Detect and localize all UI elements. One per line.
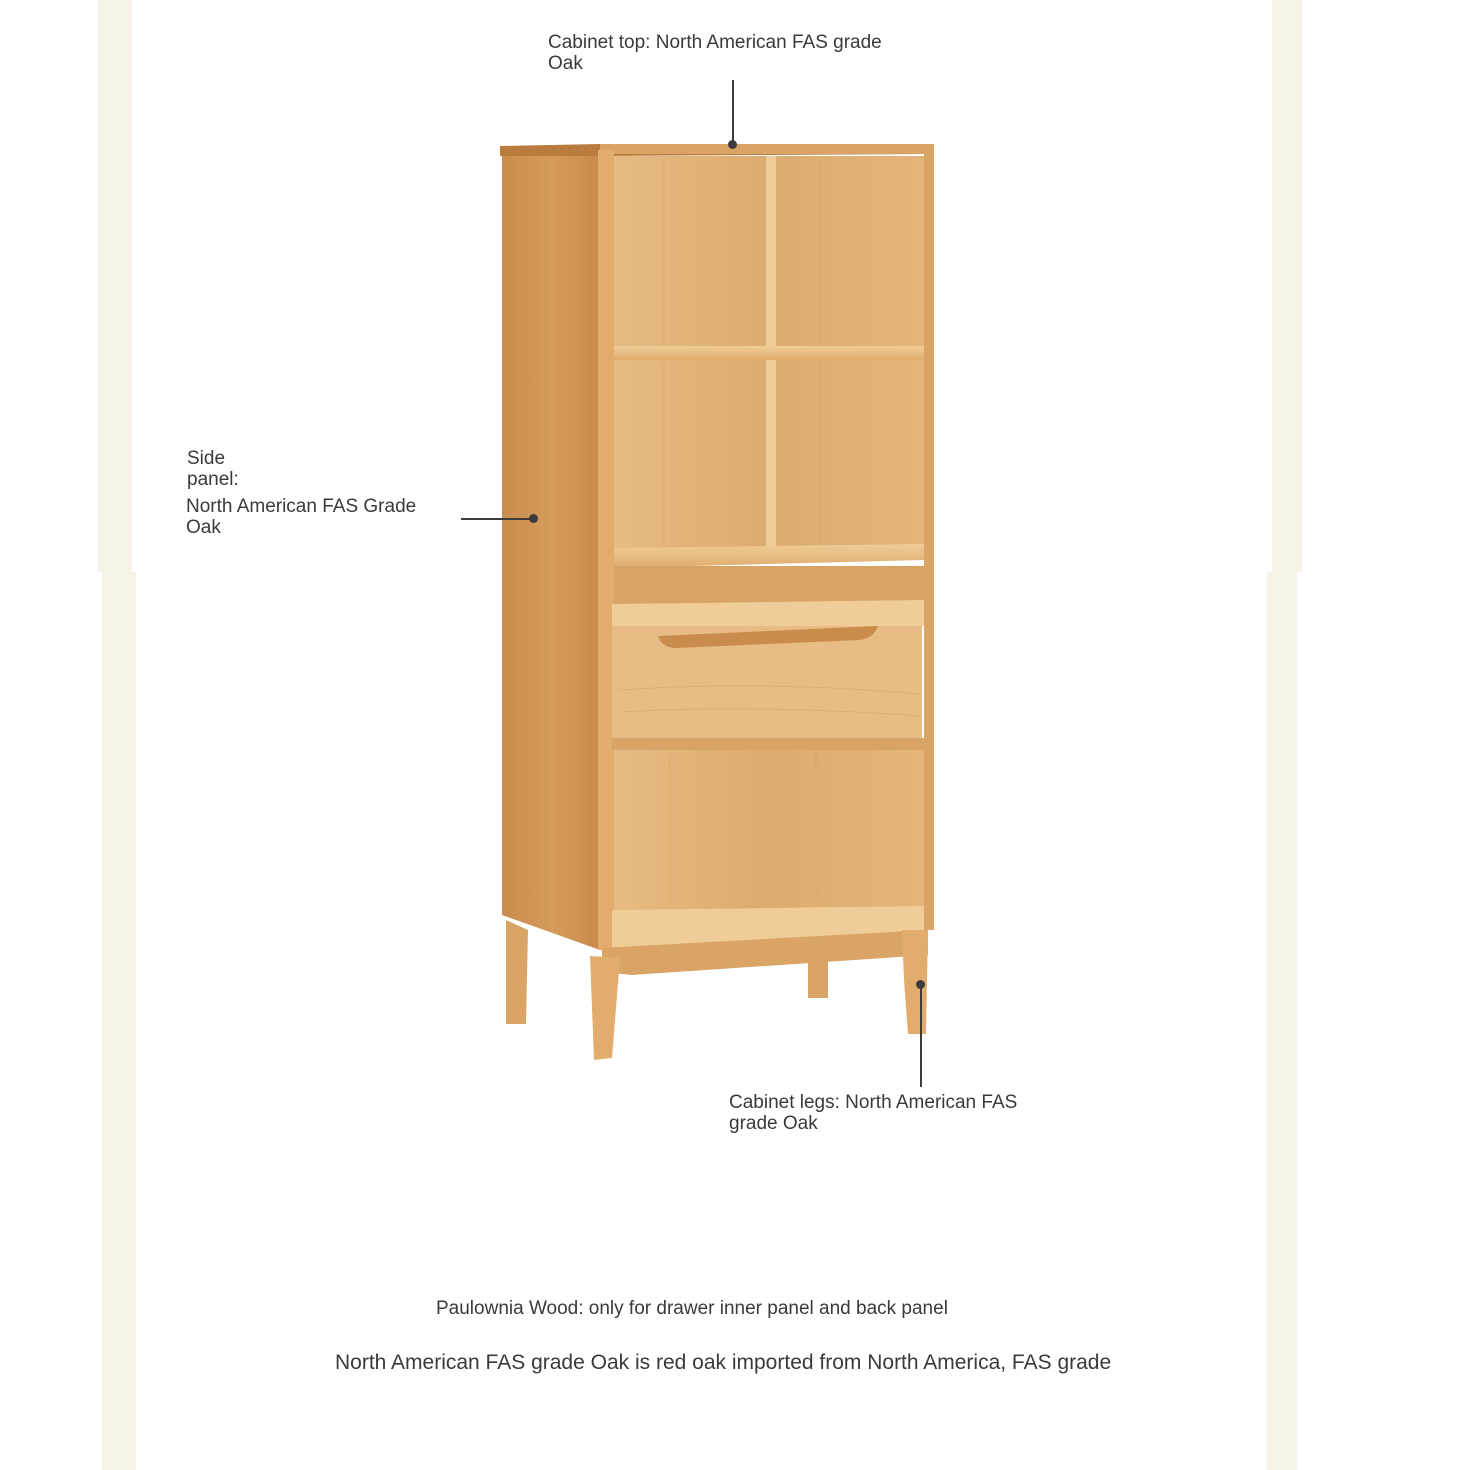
leg-front-left [590, 956, 620, 1060]
front-stile-right [924, 150, 934, 930]
oak-info-note: North American FAS grade Oak is red oak imported from North America, FAS grade [335, 1351, 1112, 1374]
side-panel-dot [529, 514, 538, 523]
side-panel [502, 150, 600, 950]
side-panel-leader [461, 518, 533, 520]
cubby-back [614, 566, 924, 606]
shelf-middle [614, 544, 924, 568]
side-panel-material: North American FAS Grade Oak [186, 496, 417, 538]
cabinet-legs-leader [920, 986, 922, 1087]
leg-back-right [808, 958, 828, 998]
cabinet-top-leader [732, 80, 734, 144]
top-front-edge [600, 144, 934, 154]
paulownia-note: Paulownia Wood: only for drawer inner panel and back panel [436, 1298, 948, 1319]
cabinet-top-dot [728, 140, 737, 149]
drawer-bottom-rail [612, 738, 924, 750]
front-stile-left [598, 150, 614, 950]
leg-back-left [506, 920, 528, 1024]
cabinet-legs-label: Cabinet legs: North American FAS grade Oak [729, 1092, 1018, 1134]
cabinet-top-label: Cabinet top: North American FAS grade Oak [548, 32, 882, 74]
side-panel-title: Side panel: [187, 448, 239, 490]
shelf-upper [614, 346, 924, 360]
lower-back-panel [614, 750, 924, 910]
